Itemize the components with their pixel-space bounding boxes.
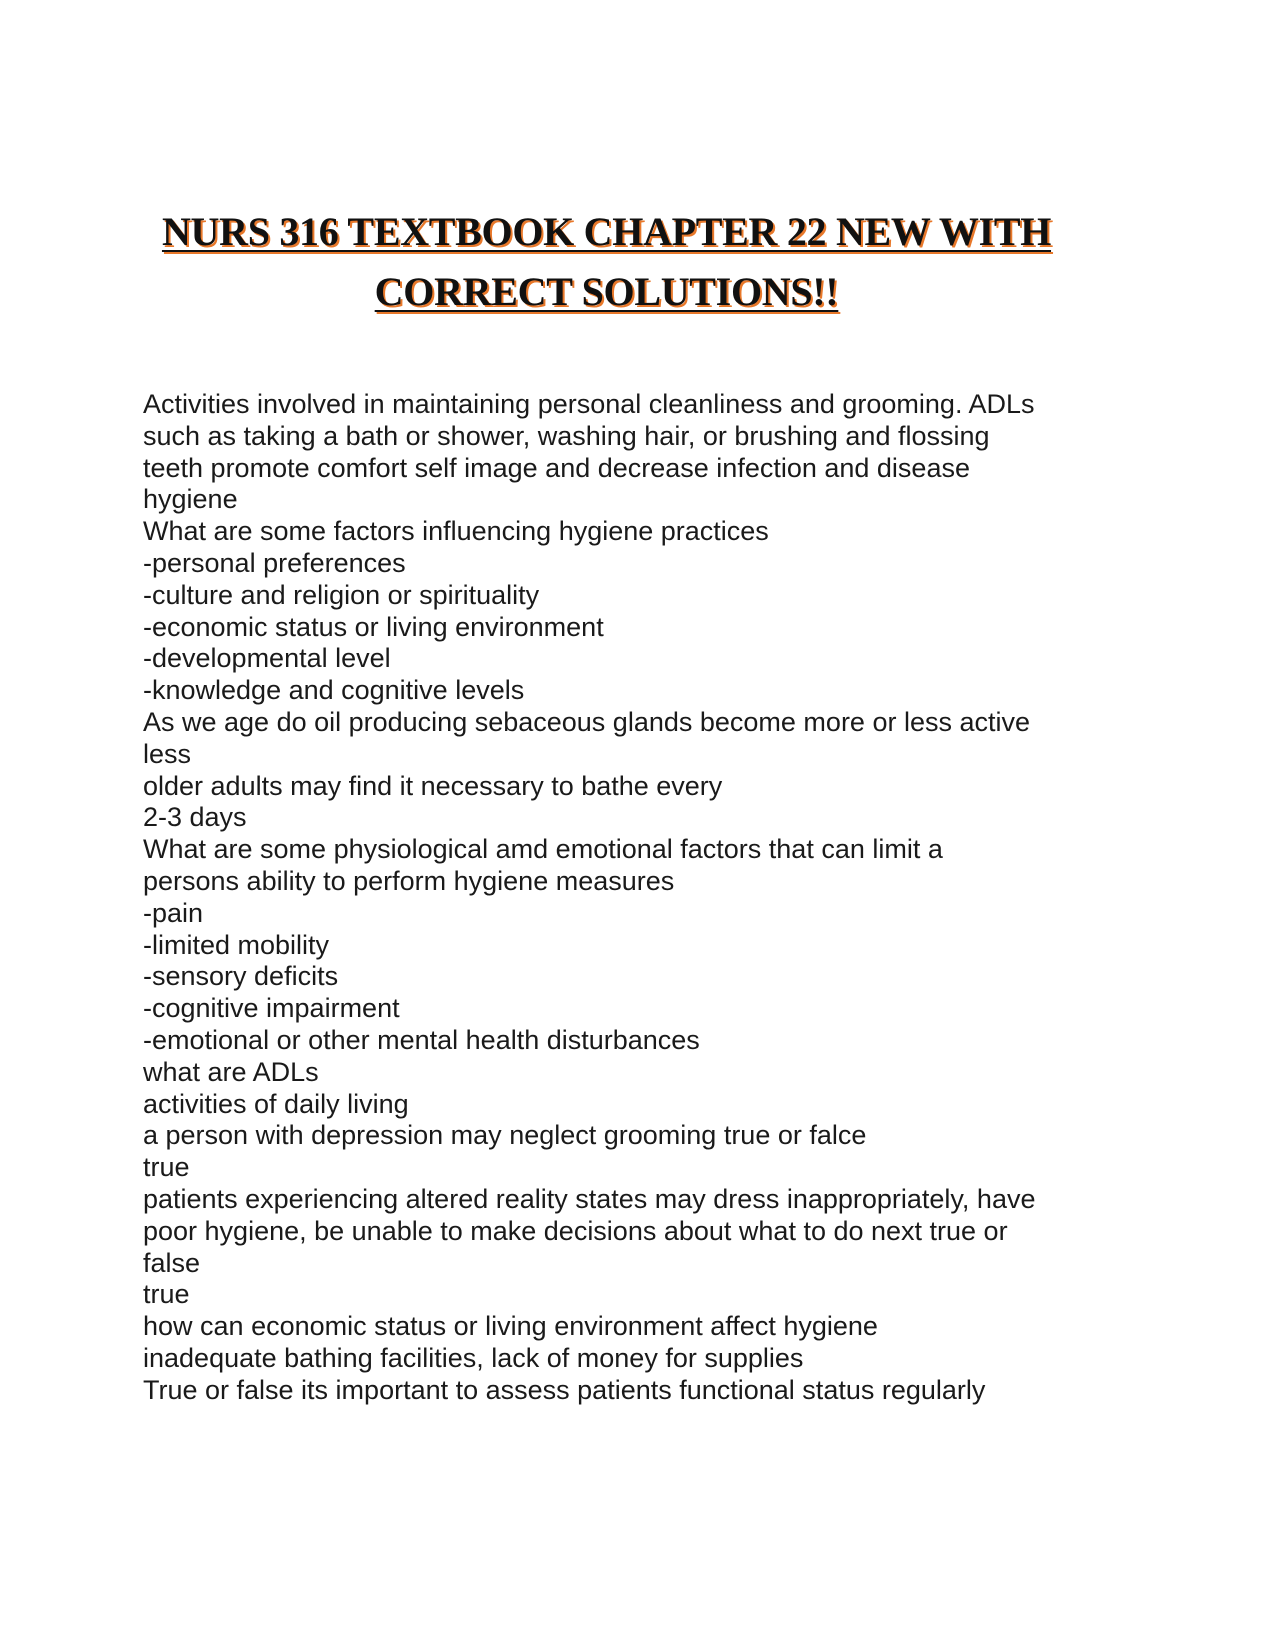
- title-line-1: NURS 316 TEXTBOOK CHAPTER 22 NEW WITH: [161, 209, 1052, 254]
- text-line: -developmental level: [143, 643, 391, 674]
- text-line: -knowledge and cognitive levels: [143, 675, 525, 706]
- text-line: As we age do oil producing sebaceous glands become more or less active: [143, 706, 1031, 737]
- text-line: Activities involved in maintaining personal cleanliness and grooming. ADLs: [143, 389, 1035, 419]
- text-line: such as taking a bath or shower, washing hair, or brushing and flossing: [143, 420, 990, 451]
- text-line: less: [143, 738, 192, 769]
- text-line: -personal preferences: [143, 547, 406, 578]
- text-line: -cognitive impairment: [143, 993, 400, 1024]
- text-line: true: [143, 1152, 190, 1183]
- text-line: -culture and religion or spirituality: [143, 579, 540, 610]
- text-line: patients experiencing altered reality states may dress inappropriately, have: [143, 1183, 1036, 1214]
- text-line: True or false its important to assess patients functional status regularly: [143, 1374, 986, 1405]
- text-line: hygiene: [143, 484, 238, 515]
- text-line: poor hygiene, be unable to make decisions about what to do next true or: [143, 1215, 1008, 1246]
- text-line: persons ability to perform hygiene measures: [143, 865, 675, 896]
- title-line-2: CORRECT SOLUTIONS!!: [374, 269, 839, 314]
- text-line: inadequate bathing facilities, lack of money for supplies: [143, 1342, 804, 1373]
- text-line: 2-3 days: [143, 802, 247, 833]
- text-line: What are some physiological amd emotional factors that can limit a: [143, 834, 943, 865]
- text-line: -sensory deficits: [143, 961, 339, 992]
- text-line: What are some factors influencing hygiene practices: [143, 516, 769, 547]
- document-body: [143, 389, 1143, 1407]
- text-line: older adults may find it necessary to bathe every: [143, 770, 723, 801]
- text-line: how can economic status or living environment affect hygiene: [143, 1311, 878, 1342]
- text-line: what are ADLs: [143, 1056, 319, 1087]
- text-line: -emotional or other mental health disturbances: [143, 1024, 700, 1055]
- text-line: true: [143, 1279, 190, 1310]
- text-line: -pain: [143, 897, 204, 928]
- text-line: activities of daily living: [143, 1088, 409, 1119]
- text-line: false: [143, 1247, 201, 1278]
- text-line: -economic status or living environment: [143, 611, 604, 642]
- text-line: a person with depression may neglect grooming true or falce: [143, 1120, 867, 1151]
- document-title: [0, 202, 1213, 322]
- text-line: -limited mobility: [143, 929, 330, 960]
- text-line: teeth promote comfort self image and decrease infection and disease: [143, 452, 970, 483]
